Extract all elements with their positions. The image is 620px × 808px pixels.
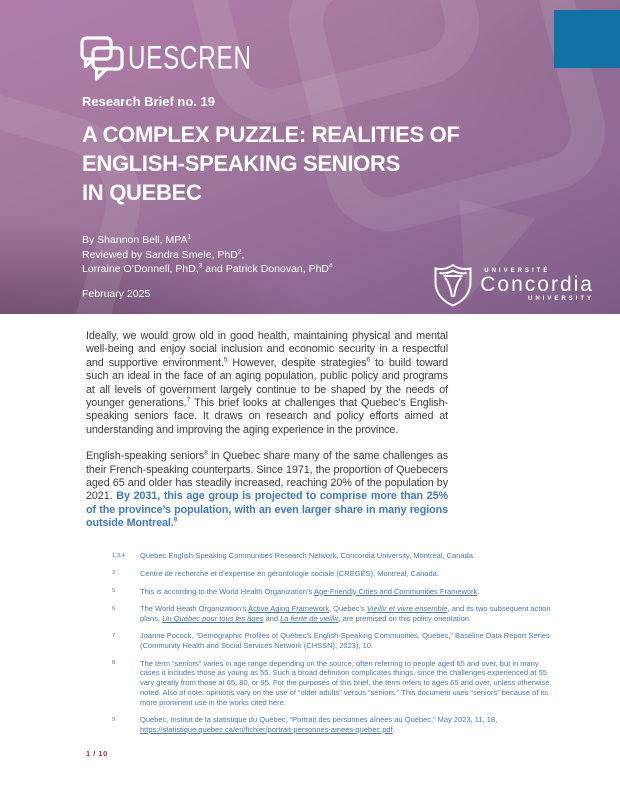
text-run: The World Heath Organization’s bbox=[140, 604, 249, 614]
footnote-marker: 2 bbox=[112, 570, 116, 577]
byline-line bbox=[82, 233, 333, 248]
byline-line bbox=[82, 248, 333, 263]
body-paragraph bbox=[86, 330, 448, 437]
text-run: . bbox=[477, 586, 480, 596]
concordia-name: Concordia bbox=[480, 273, 594, 296]
text-run: Centre de recherche et d’expertise en gérontologie sociale (CREGÉS), Montreal, Canada. bbox=[140, 568, 439, 578]
report-title bbox=[82, 120, 460, 207]
footnote-marker: 5 bbox=[112, 588, 116, 595]
corner-accent-square bbox=[554, 10, 620, 68]
quescren-logo bbox=[80, 34, 287, 86]
text-run: , bbox=[241, 248, 245, 261]
byline-line bbox=[82, 262, 333, 277]
text-run: Quebec English-Speaking Communities Research Network, Concordia University, Montreal, Canada. bbox=[140, 551, 476, 560]
footnote-link[interactable]: Vieillir et vivre ensemble bbox=[366, 604, 448, 614]
publication-date: February 2025 bbox=[82, 288, 151, 300]
footnote-text bbox=[140, 604, 554, 624]
footnote-link[interactable]: Un Québec pour tous les âges bbox=[162, 614, 264, 624]
footnote-item bbox=[112, 715, 554, 735]
footnote-item bbox=[112, 551, 554, 561]
text-run: Joanne Pocock, “Demographic Profiles of Québec’s English-Speaking Communities, Quebec,” Baseline Data Report Series (Community Health and Social Services Network (CHSSN), 2023), 10. bbox=[140, 631, 550, 651]
quescren-bubbles-icon bbox=[80, 34, 126, 86]
text-run: , and its two subsequent action plans, bbox=[140, 604, 551, 624]
footnote-item bbox=[112, 631, 554, 651]
text-run: , Quebec’s bbox=[329, 604, 367, 614]
superscript-ref: 4 bbox=[329, 262, 333, 270]
body-paragraph bbox=[86, 450, 448, 530]
text-run: and bbox=[263, 614, 281, 624]
footnote-link[interactable]: https://statistique.quebec.ca/en/fichier/portrait-personnes-ainees-quebec.pdf bbox=[140, 724, 393, 734]
footnote-text bbox=[140, 551, 554, 561]
footnote-text bbox=[140, 659, 554, 708]
title-line-2: ENGLISH-SPEAKING SENIORS bbox=[82, 151, 400, 176]
footnote-list bbox=[112, 551, 554, 742]
concordia-shield-icon bbox=[432, 262, 474, 308]
footnote-text bbox=[140, 569, 554, 579]
footnote-marker: 9 bbox=[112, 716, 116, 723]
footnote-text bbox=[140, 715, 554, 735]
footnote-item bbox=[112, 569, 554, 579]
text-run: , are premised on this policy orientation. bbox=[338, 614, 472, 624]
title-line-1: A COMPLEX PUZZLE: REALITIES OF bbox=[82, 122, 460, 147]
footnote-item bbox=[112, 659, 554, 708]
superscript-ref: 3 bbox=[198, 262, 203, 270]
body-text-column bbox=[86, 330, 448, 544]
superscript-ref: 6 bbox=[366, 356, 370, 364]
footnote-item bbox=[112, 587, 554, 597]
superscript-ref: 5 bbox=[223, 356, 228, 364]
footnote-link[interactable]: La fierté de vieillir bbox=[280, 614, 339, 624]
text-run: However, despite strategies bbox=[227, 356, 367, 369]
superscript-ref: 7 bbox=[186, 396, 191, 404]
quescren-wordmark: UESCREN bbox=[128, 38, 252, 77]
text-run: Ideally, we would grow old in good health, maintaining physical and mental well-being and enjoy social inclusion and economic security in a respectful and supportive environment. bbox=[86, 330, 448, 369]
superscript-ref: 1 bbox=[187, 233, 192, 241]
brief-number: Research Brief no. 19 bbox=[82, 94, 215, 109]
superscript-ref: 8 bbox=[204, 449, 208, 457]
footnote-link[interactable]: Active Aging Framework bbox=[248, 604, 329, 614]
byline bbox=[82, 233, 333, 277]
concordia-logo bbox=[432, 262, 594, 308]
page-number: 1 / 10 bbox=[86, 749, 108, 758]
text-run: English-speaking seniors bbox=[86, 450, 205, 463]
text-run: to build toward such an ideal in the face of an aging population, public policy and programs at all levels of government largely continue to be shaped by the needs of younger generations. bbox=[86, 356, 448, 410]
text-run: and Patrick Donovan, PhD bbox=[202, 263, 330, 275]
footnote-text bbox=[140, 631, 554, 651]
text-run: in Quebec share many of the same challenges as their French-speaking counterparts. Since 1971, the proportion of Quebecers aged 65 and older has steadily increased, reaching 20% of the population by 2021. bbox=[86, 450, 448, 503]
text-run: Lorraine O’Donnell, PhD, bbox=[82, 263, 199, 275]
footnote-item bbox=[112, 604, 554, 624]
footnote-marker: 7 bbox=[112, 632, 116, 639]
text-run: Quebec, Institut de la statistique du Québec, “Portrait des personnes aînées au Québec,” May 2023, 11, 18, bbox=[140, 715, 498, 725]
superscript-ref: 9 bbox=[173, 516, 178, 524]
footnote-text bbox=[140, 587, 554, 597]
text-run: The term “seniors” varies in age range depending on the source, often referring to people aged 65 and over, but in many cases it includes those as young as 55. Such a broad definition complicates things, since the challenges experienced at 55 vary greatly from those at 65, 80, or 95. For the purposes of this brief, the term refers to ages 65 and over, unless otherwise noted. Also of note: opinions vary on the use of “older adults” versus “seniors.” This document uses “seniors” because of its more prominent use in the works cited here. bbox=[140, 658, 550, 707]
header-banner bbox=[0, 0, 620, 314]
concordia-universite-label: UNIVERSITÉ bbox=[484, 268, 551, 274]
text-run: . bbox=[392, 724, 395, 734]
concordia-university-label: UNIVERSITY bbox=[527, 296, 594, 302]
text-run: Reviewed by Sandra Smele, PhD bbox=[82, 248, 238, 261]
title-line-3: IN QUEBEC bbox=[82, 180, 202, 205]
footnote-marker: 6 bbox=[112, 605, 116, 612]
text-run: By 2031, this age group is projected to comprise more than 25% of the province’s population, with an even larger share in many regions outside Montreal. bbox=[86, 490, 448, 530]
superscript-ref: 2 bbox=[237, 248, 242, 255]
footnote-link[interactable]: Age-Friendly Cities and Communities Framework bbox=[313, 586, 478, 596]
text-run: This brief looks at challenges that Quebec’s English-speaking seniors face. It draws on research and policy efforts aimed at understanding and improving the aging experience in the province. bbox=[86, 397, 448, 436]
footnote-marker: 1,3,4 bbox=[112, 552, 125, 559]
text-run: This is according to the World Health Organization’s bbox=[140, 586, 314, 596]
footnote-marker: 8 bbox=[112, 660, 116, 667]
text-run: By Shannon Bell, MPA bbox=[82, 234, 188, 246]
concordia-wordmark bbox=[480, 268, 594, 302]
